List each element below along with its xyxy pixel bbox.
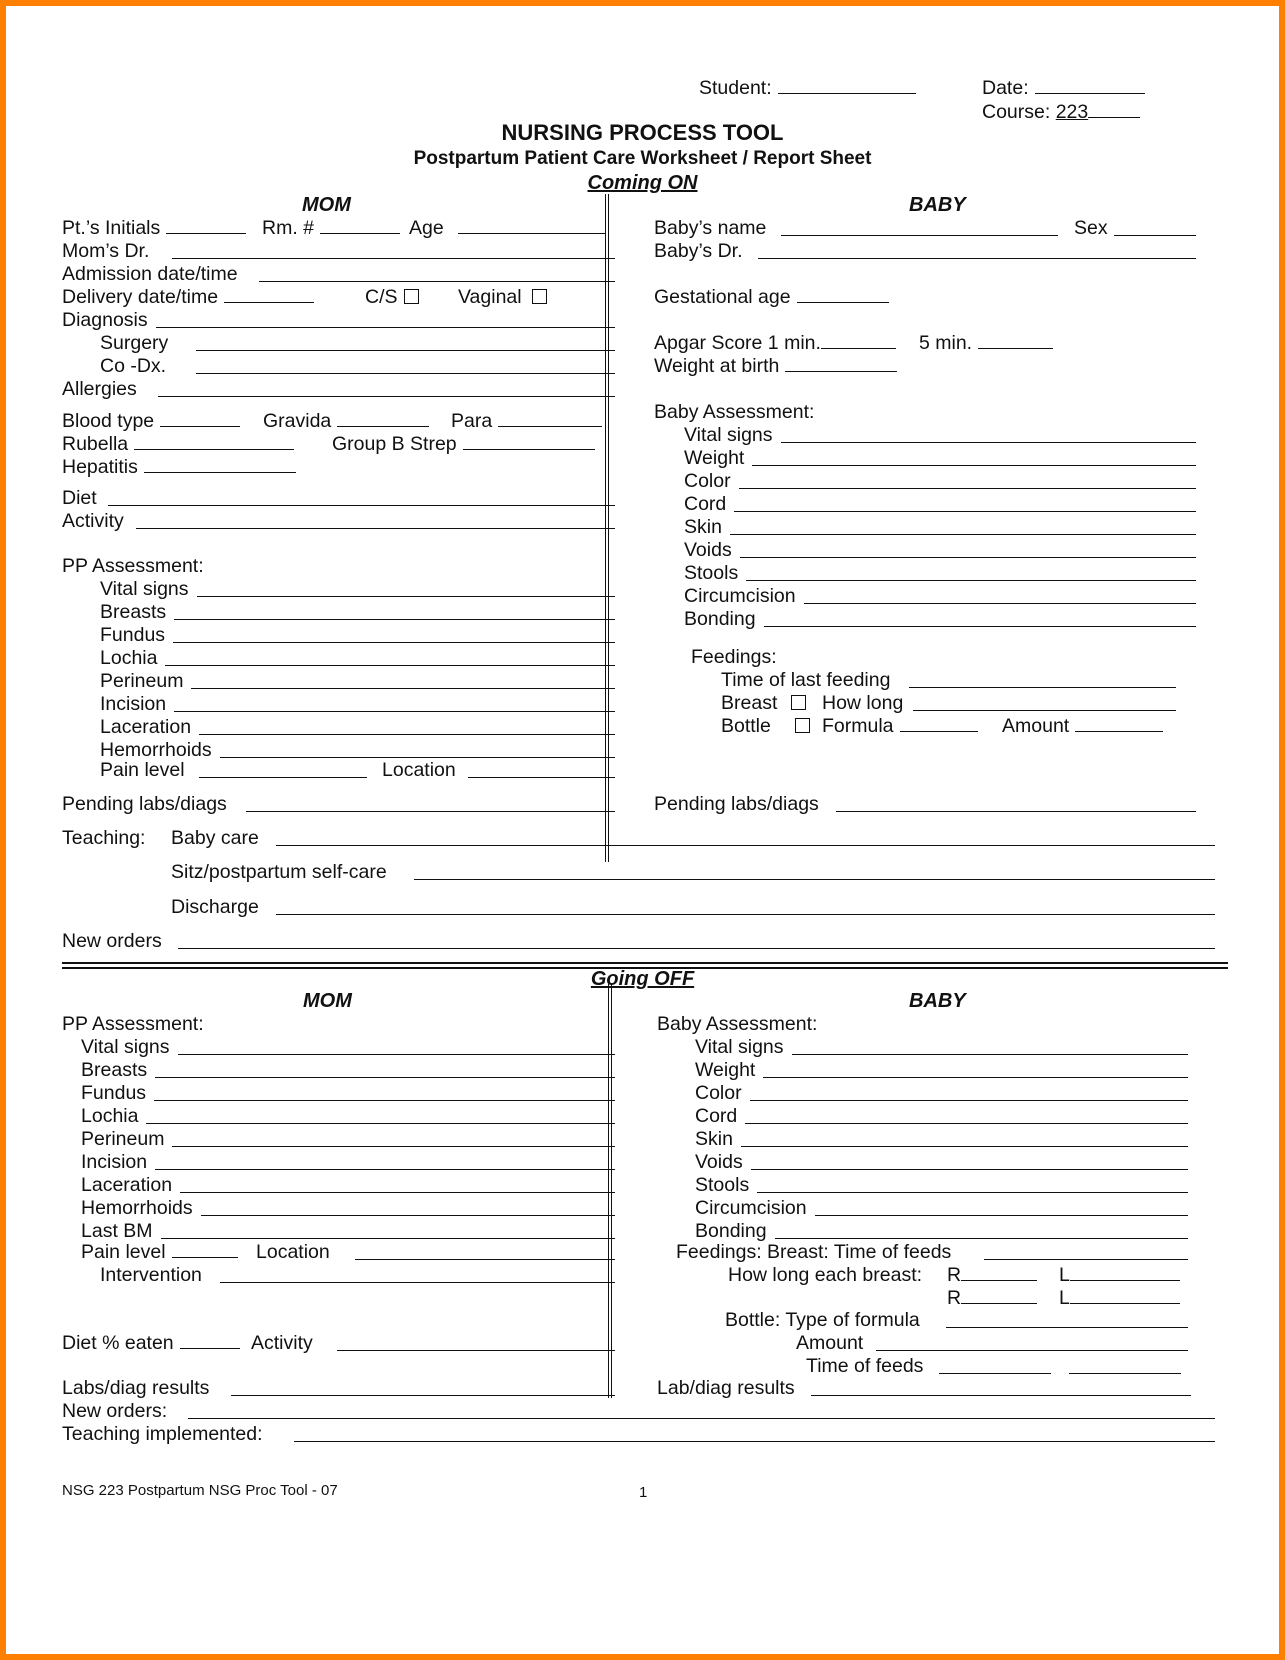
go-mom-assess-hemorrhoids-input[interactable]	[201, 1215, 615, 1216]
blood-type-label: Blood type	[62, 410, 155, 432]
intervention-label: Intervention	[100, 1264, 202, 1286]
amount-label: Amount	[1002, 715, 1070, 737]
diet-eaten-label: Diet % eaten	[62, 1332, 174, 1354]
time-of-feeds-input-1[interactable]	[939, 1373, 1051, 1374]
co-mom-assess-lochia-input[interactable]	[165, 665, 615, 666]
go-amount-input[interactable]	[876, 1350, 1188, 1351]
activity-input[interactable]	[136, 528, 615, 529]
bottle-type-input[interactable]	[946, 1327, 1188, 1328]
lab-results-label: Lab/diag results	[657, 1377, 795, 1399]
co-mom-assess-incision-input[interactable]	[174, 711, 615, 712]
go-mom-assess-vital-signs-input[interactable]	[178, 1054, 615, 1055]
bottle-label: Bottle	[721, 715, 771, 737]
go-location-input[interactable]	[355, 1259, 615, 1260]
date-label: Date:	[982, 77, 1029, 99]
go-mom-assess-fundus-label: Fundus	[81, 1082, 147, 1104]
mom-pending-labs-input[interactable]	[246, 811, 615, 812]
co-baby-assess-color-input[interactable]	[739, 488, 1196, 489]
diet-label: Diet	[62, 487, 97, 509]
lab-results-input[interactable]	[811, 1395, 1191, 1396]
hepatitis-label: Hepatitis	[62, 456, 138, 478]
go-mom-assess-perineum-input[interactable]	[172, 1146, 615, 1147]
bottle-type-label: Bottle: Type of formula	[725, 1309, 920, 1331]
feedings-breast-label: Feedings: Breast: Time of feeds	[676, 1241, 952, 1263]
co-mom-assess-perineum-input[interactable]	[191, 688, 615, 689]
go-baby-assess-skin-label: Skin	[695, 1128, 733, 1150]
room-label: Rm. #	[262, 217, 315, 239]
r2-field[interactable]	[947, 1287, 1037, 1309]
how-long-label: How long	[822, 692, 904, 714]
go-baby-assess-bonding-input[interactable]	[775, 1238, 1188, 1239]
para-label: Para	[451, 410, 493, 432]
date-field[interactable]	[982, 77, 1145, 99]
breast-checkbox-box[interactable]	[791, 695, 806, 710]
apgar-5-label: 5 min.	[919, 332, 973, 354]
go-mom-assess-last-bm-input[interactable]	[161, 1238, 615, 1239]
apgar-5-field[interactable]	[919, 332, 1053, 354]
gbs-field[interactable]	[332, 433, 595, 455]
location-label: Location	[382, 759, 456, 781]
go-mom-assess-breasts-label: Breasts	[81, 1059, 148, 1081]
intervention-input[interactable]	[220, 1282, 615, 1283]
pp-assessment-label: PP Assessment:	[62, 555, 204, 577]
co-baby-assess-circumcision-input[interactable]	[804, 603, 1196, 604]
pain-level-label: Pain level	[100, 759, 185, 781]
co-baby-assess-circumcision-label: Circumcision	[684, 585, 796, 607]
sitz-label: Sitz/postpartum self-care	[171, 861, 387, 883]
co-mom-assess-vital-signs-input[interactable]	[197, 596, 615, 597]
l1-label: L	[1059, 1264, 1070, 1286]
time-last-feeding-input[interactable]	[909, 687, 1176, 688]
apgar-1-field[interactable]	[654, 332, 896, 354]
co-baby-assess-vital-signs-label: Vital signs	[684, 424, 773, 446]
go-baby-assess-weight-label: Weight	[695, 1059, 756, 1081]
baby-heading: BABY	[909, 194, 966, 216]
diet-eaten-field[interactable]	[62, 1332, 240, 1354]
course-value: 223	[1055, 101, 1089, 123]
feedings-label: Feedings:	[691, 646, 777, 668]
go-baby-assess-bonding-label: Bonding	[695, 1220, 767, 1242]
babys-name-input[interactable]	[781, 235, 1058, 236]
cs-label: C/S	[365, 286, 398, 308]
babys-dr-label: Baby’s Dr.	[654, 240, 743, 262]
go-mom-assess-hemorrhoids-label: Hemorrhoids	[81, 1197, 193, 1219]
r1-field[interactable]	[947, 1264, 1037, 1286]
r2-label: R	[947, 1287, 962, 1309]
co-mom-assess-fundus-input[interactable]	[173, 642, 615, 643]
course-label: Course:	[982, 101, 1051, 123]
go-baby-assess-cord-label: Cord	[695, 1105, 738, 1127]
coming-on-heading: Coming ON	[587, 172, 698, 194]
co-mom-assess-incision-label: Incision	[100, 693, 167, 715]
l2-label: L	[1059, 1287, 1070, 1309]
co-mom-assess-laceration-label: Laceration	[100, 716, 192, 738]
co-mom-assess-perineum-label: Perineum	[100, 670, 184, 692]
page-subtitle: Postpartum Patient Care Worksheet / Report Sheet	[413, 148, 872, 169]
going-off-mom-heading: MOM	[303, 990, 352, 1012]
codx-label: Co -Dx.	[100, 355, 167, 377]
go-mom-assess-breasts-input[interactable]	[155, 1077, 615, 1078]
labs-results-label: Labs/diag results	[62, 1377, 210, 1399]
worksheet-page	[6, 6, 1279, 1654]
go-mom-assess-laceration-input[interactable]	[180, 1192, 615, 1193]
babys-name-label: Baby’s name	[654, 217, 767, 239]
diagnosis-input[interactable]	[156, 327, 615, 328]
vaginal-checkbox-box[interactable]	[532, 289, 547, 304]
delivery-label: Delivery date/time	[62, 286, 219, 308]
l2-field[interactable]	[1059, 1287, 1180, 1309]
co-baby-assess-stools-label: Stools	[684, 562, 739, 584]
go-pain-level-field[interactable]	[81, 1241, 238, 1263]
go-mom-assess-perineum-label: Perineum	[81, 1128, 165, 1150]
diagnosis-label: Diagnosis	[62, 309, 148, 331]
moms-dr-label: Mom’s Dr.	[62, 240, 150, 262]
go-baby-assess-voids-input[interactable]	[751, 1169, 1188, 1170]
gbs-label: Group B Strep	[332, 433, 457, 455]
gravida-label: Gravida	[263, 410, 332, 432]
go-mom-assess-incision-input[interactable]	[155, 1169, 615, 1170]
breast-label: Breast	[721, 692, 778, 714]
page-number: 1	[639, 1484, 648, 1501]
feedings-breast-input[interactable]	[984, 1259, 1188, 1260]
go-mom-assess-vital-signs-label: Vital signs	[81, 1036, 170, 1058]
go-mom-assess-lochia-input[interactable]	[146, 1123, 615, 1124]
mom-pending-labs-label: Pending labs/diags	[62, 793, 227, 815]
discharge-label: Discharge	[171, 896, 259, 918]
delivery-field[interactable]	[62, 286, 314, 308]
allergies-input[interactable]	[158, 396, 615, 397]
surgery-input[interactable]	[196, 350, 615, 351]
baby-care-input[interactable]	[276, 845, 1215, 846]
go-mom-assess-last-bm-label: Last BM	[81, 1220, 153, 1242]
teaching-label: Teaching:	[62, 827, 146, 849]
baby-assessment-label: Baby Assessment:	[654, 401, 815, 423]
co-baby-assess-weight-label: Weight	[684, 447, 745, 469]
allergies-label: Allergies	[62, 378, 137, 400]
vaginal-checkbox[interactable]	[458, 286, 547, 308]
time-of-feeds-input-2[interactable]	[1069, 1373, 1181, 1374]
pain-level-input[interactable]	[199, 777, 367, 778]
co-baby-assess-voids-label: Voids	[684, 539, 732, 561]
go-mom-assess-laceration-label: Laceration	[81, 1174, 173, 1196]
teaching-implemented-label: Teaching implemented:	[62, 1423, 263, 1445]
going-off-heading: Going OFF	[590, 968, 695, 990]
admission-label: Admission date/time	[62, 263, 238, 285]
co-baby-assess-bonding-input[interactable]	[764, 626, 1196, 627]
formula-label: Formula	[822, 715, 894, 737]
diet-input[interactable]	[108, 505, 615, 506]
babys-dr-input[interactable]	[758, 258, 1196, 259]
go-activity-label: Activity	[251, 1332, 313, 1354]
go-activity-input[interactable]	[337, 1350, 615, 1351]
weight-birth-field[interactable]	[654, 355, 897, 377]
go-pain-level-label: Pain level	[81, 1241, 166, 1263]
go-location-label: Location	[256, 1241, 330, 1263]
rubella-label: Rubella	[62, 433, 129, 455]
go-new-orders-input[interactable]	[188, 1418, 1215, 1419]
cs-checkbox[interactable]	[365, 286, 419, 308]
bottle-checkbox-box[interactable]	[795, 718, 810, 733]
new-orders-input[interactable]	[178, 948, 1215, 949]
co-baby-assess-cord-label: Cord	[684, 493, 727, 515]
blood-type-field[interactable]	[62, 410, 240, 432]
go-baby-assess-circumcision-label: Circumcision	[695, 1197, 807, 1219]
go-baby-assess-vital-signs-input[interactable]	[792, 1054, 1188, 1055]
age-label: Age	[409, 217, 444, 239]
discharge-input[interactable]	[276, 914, 1215, 915]
co-mom-assess-breasts-input[interactable]	[174, 619, 615, 620]
go-baby-assess-circumcision-input[interactable]	[815, 1215, 1188, 1216]
room-field[interactable]	[262, 217, 400, 239]
course-field[interactable]	[982, 101, 1140, 123]
co-mom-assess-laceration-input[interactable]	[199, 734, 615, 735]
page-title: NURSING PROCESS TOOL	[501, 120, 784, 145]
baby-care-label: Baby care	[171, 827, 259, 849]
admission-input[interactable]	[259, 281, 615, 282]
student-field[interactable]	[699, 77, 916, 99]
sex-label: Sex	[1074, 217, 1108, 239]
go-mom-assess-incision-label: Incision	[81, 1151, 148, 1173]
para-field[interactable]	[451, 410, 602, 432]
labs-results-input[interactable]	[231, 1395, 615, 1396]
go-baby-assess-vital-signs-label: Vital signs	[695, 1036, 784, 1058]
go-baby-assess-color-label: Color	[695, 1082, 742, 1104]
co-mom-assess-hemorrhoids-input[interactable]	[220, 757, 615, 758]
go-baby-assess-color-input[interactable]	[750, 1100, 1188, 1101]
go-baby-assess-stools-input[interactable]	[757, 1192, 1188, 1193]
apgar-1-label: Apgar Score 1 min.	[654, 332, 821, 354]
formula-field[interactable]	[822, 715, 978, 737]
surgery-label: Surgery	[100, 332, 169, 354]
bottle-checkbox[interactable]	[721, 715, 810, 737]
gestational-age-field[interactable]	[654, 286, 889, 308]
co-baby-assess-vital-signs-input[interactable]	[781, 442, 1196, 443]
time-of-feeds-label: Time of feeds	[806, 1355, 924, 1377]
co-baby-assess-skin-label: Skin	[684, 516, 722, 538]
l1-field[interactable]	[1059, 1264, 1180, 1286]
going-off-baby-assessment-label: Baby Assessment:	[657, 1013, 818, 1035]
go-baby-assess-skin-input[interactable]	[741, 1146, 1188, 1147]
going-off-pp-assessment-label: PP Assessment:	[62, 1013, 204, 1035]
breast-checkbox[interactable]	[721, 692, 806, 714]
how-long-input[interactable]	[913, 710, 1176, 711]
baby-pending-labs-input[interactable]	[836, 811, 1196, 812]
going-off-column-divider	[608, 984, 612, 1398]
vaginal-label: Vaginal	[458, 286, 522, 308]
co-mom-assess-lochia-label: Lochia	[100, 647, 158, 669]
pt-initials-label: Pt.’s Initials	[62, 217, 161, 239]
weight-birth-label: Weight at birth	[654, 355, 780, 377]
rubella-field[interactable]	[62, 433, 294, 455]
go-amount-label: Amount	[796, 1332, 864, 1354]
codx-input[interactable]	[196, 373, 615, 374]
co-baby-assess-cord-input[interactable]	[734, 511, 1196, 512]
footer-doc-id: NSG 223 Postpartum NSG Proc Tool - 07	[62, 1482, 338, 1499]
co-mom-assess-fundus-label: Fundus	[100, 624, 166, 646]
go-new-orders-label: New orders:	[62, 1400, 168, 1422]
moms-dr-input[interactable]	[172, 258, 615, 259]
co-baby-assess-bonding-label: Bonding	[684, 608, 756, 630]
co-baby-assess-weight-input[interactable]	[752, 465, 1196, 466]
gravida-field[interactable]	[263, 410, 429, 432]
co-baby-assess-stools-input[interactable]	[746, 580, 1196, 581]
hepatitis-field[interactable]	[62, 456, 296, 478]
location-input[interactable]	[468, 777, 615, 778]
sitz-input[interactable]	[414, 879, 1215, 880]
going-off-baby-heading: BABY	[909, 990, 966, 1012]
co-baby-assess-skin-input[interactable]	[730, 534, 1196, 535]
go-baby-assess-weight-input[interactable]	[763, 1077, 1188, 1078]
go-mom-assess-fundus-input[interactable]	[154, 1100, 615, 1101]
pt-initials-field[interactable]	[62, 217, 246, 239]
sex-input[interactable]	[1114, 235, 1196, 236]
how-long-each-label: How long each breast:	[728, 1264, 923, 1286]
co-baby-assess-voids-input[interactable]	[740, 557, 1196, 558]
mom-heading: MOM	[302, 194, 351, 216]
co-baby-assess-color-label: Color	[684, 470, 731, 492]
age-field[interactable]	[409, 217, 606, 239]
co-mom-assess-breasts-label: Breasts	[100, 601, 167, 623]
activity-label: Activity	[62, 510, 124, 532]
go-baby-assess-cord-input[interactable]	[745, 1123, 1188, 1124]
go-baby-assess-stools-label: Stools	[695, 1174, 750, 1196]
co-mom-assess-vital-signs-label: Vital signs	[100, 578, 189, 600]
baby-pending-labs-label: Pending labs/diags	[654, 793, 819, 815]
time-last-feeding-label: Time of last feeding	[721, 669, 891, 691]
co-mom-assess-hemorrhoids-label: Hemorrhoids	[100, 739, 212, 761]
cs-checkbox-box[interactable]	[404, 289, 419, 304]
student-label: Student:	[699, 77, 772, 99]
go-baby-assess-voids-label: Voids	[695, 1151, 743, 1173]
go-mom-assess-lochia-label: Lochia	[81, 1105, 139, 1127]
amount-field[interactable]	[1002, 715, 1163, 737]
new-orders-label: New orders	[62, 930, 162, 952]
r1-label: R	[947, 1264, 962, 1286]
gestational-age-label: Gestational age	[654, 286, 791, 308]
teaching-implemented-input[interactable]	[294, 1441, 1215, 1442]
